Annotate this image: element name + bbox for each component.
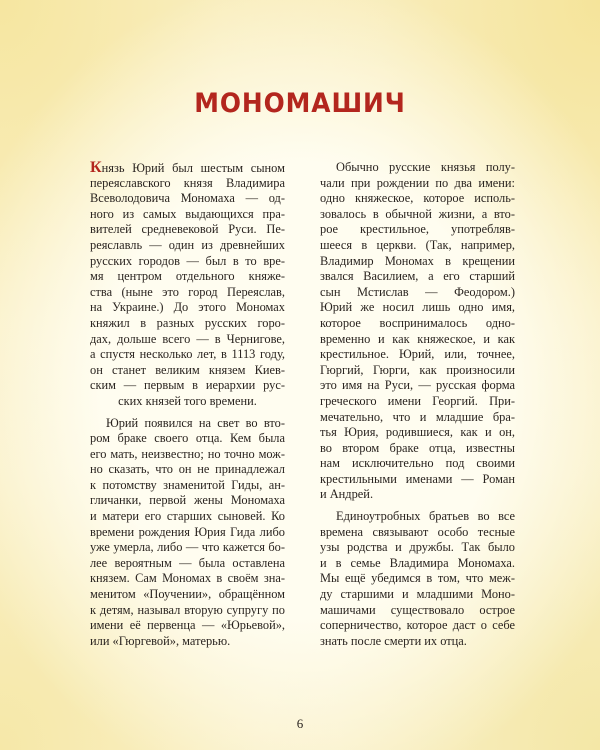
text-line: на Украине.) До этого Мономах (90, 300, 285, 315)
text-line: реяславль — один из древнейших (90, 237, 285, 252)
text-line: ду старшими и младшими Моно- (320, 587, 515, 602)
text-line: дах, дольше всего — в Чернигове, (90, 331, 285, 346)
text-line: это имя на Руси, — русская форма (320, 378, 515, 393)
text-line: менитом «Поучении», обращённом (90, 587, 285, 602)
text-line: узы родства и дружбы. Так было (320, 540, 515, 555)
right-column (320, 160, 515, 649)
chapter-title: МОНОМАШИЧ (194, 88, 406, 119)
text-line: греческого имени Георгий. При- (320, 393, 515, 408)
text-line: ного из самых выдающихся пра- (90, 206, 285, 221)
text-line: Юрий появился на свет во вто- (106, 415, 285, 430)
page-number: 6 (296, 716, 304, 731)
text-line: но сказать, что он не принадлежал (90, 462, 285, 477)
text-line: сын Мстислав — Феодором.) (320, 284, 515, 299)
text-line: чали при рождении по два имени: (320, 175, 515, 190)
text-line: ских князей того времени. (118, 393, 257, 408)
text-line: Владимир Мономах в крещении (320, 253, 515, 268)
text-line: а спустя несколько лет, в 1113 году, (90, 347, 285, 362)
text-line: Единоутробных братьев во все (336, 509, 515, 524)
text-line: и матери его старших сыновей. Ко (90, 509, 285, 524)
text-line: крестильное. Юрий, или, точнее, (320, 347, 515, 362)
text-line: соперничество, которое даст о себе (320, 618, 515, 633)
text-line: княжил в разных русских горо- (90, 315, 285, 330)
text-line: мя центром отдельного княже- (90, 269, 285, 284)
text-line: тья Юрия, родившиеся, как и он, (320, 425, 515, 440)
text-line: шееся в церкви. (Так, например, (320, 237, 515, 252)
text-line: знать после смерти их отца. (320, 633, 467, 648)
text-line: Всеволодовича Мономаха — од- (90, 191, 285, 206)
paragraph (90, 416, 285, 650)
text-line: мечательно, что и младшие бра- (320, 409, 515, 424)
text-line: лее вероятным — была оставлена (90, 555, 285, 570)
text-line: одно княжеское, которое исполь- (320, 191, 515, 206)
text-line: времени рождения Юрия Гида либо (90, 524, 285, 539)
text-line: к потомству знаменитой Гиды, ан- (90, 477, 285, 492)
text-line: нам исключительно под своими (320, 456, 515, 471)
text-line: звался Василием, а его старший (320, 269, 515, 284)
text-line: он станет великим князем Киев- (90, 362, 285, 377)
left-column (90, 160, 285, 649)
text-line: уже умерла, либо — что кажется бо- (90, 540, 285, 555)
text-line: и в семье Владимира Мономаха. (320, 555, 515, 570)
text-line: зовалось в обычной жизни, а вто- (320, 206, 515, 221)
text-line: Юрий же носил лишь одно имя, (320, 300, 515, 315)
text-line: имени её первенца — «Юрьевой», (90, 618, 285, 633)
text-line: русских городов — был в то вре- (90, 253, 285, 268)
text-line: и Андрей. (320, 487, 374, 502)
text-line: рое крестильное, употребляв- (320, 222, 515, 237)
text-line: к детям, называл вторую супругу по (90, 602, 285, 617)
text-line: вителей средневековой Руси. Пе- (90, 222, 285, 237)
text-line: крестильными именами — Роман (320, 471, 515, 486)
text-line: переяславского князя Владимира (90, 175, 285, 190)
drop-cap: К (90, 159, 102, 176)
text-line: гличанки, первой жены Мономаха (90, 493, 285, 508)
text-line: во втором браке отца, известны (320, 440, 515, 455)
text-line: времена связывают особо тесные (320, 524, 515, 539)
text-line: нязь Юрий был шестым сыном (101, 161, 285, 175)
text-line: его мать, неизвестно; но точно мож- (90, 446, 285, 461)
paragraph (320, 509, 515, 649)
text-line: Гюргий, Гюрги, как произносили (320, 362, 515, 377)
text-line: князем. Сам Мономах в своём зна- (90, 571, 285, 586)
text-line: Мы ещё убедимся в том, что меж- (320, 571, 515, 586)
text-line: ром браке своего отца. Кем была (90, 431, 285, 446)
text-line: ства (ныне это город Переяслав, (90, 284, 285, 299)
text-line: машичами существовало острое (320, 602, 515, 617)
paragraph (90, 160, 285, 410)
text-line: или «Гюргевой», матерью. (90, 633, 231, 648)
text-line: временно и как княжеское, и как (320, 331, 515, 346)
text-line: Обычно русские князья полу- (336, 160, 515, 174)
text-line: которое воспринималось одно- (320, 315, 515, 330)
paragraph (320, 160, 515, 503)
text-line: ским — первым в иерархии рус- (90, 378, 285, 393)
